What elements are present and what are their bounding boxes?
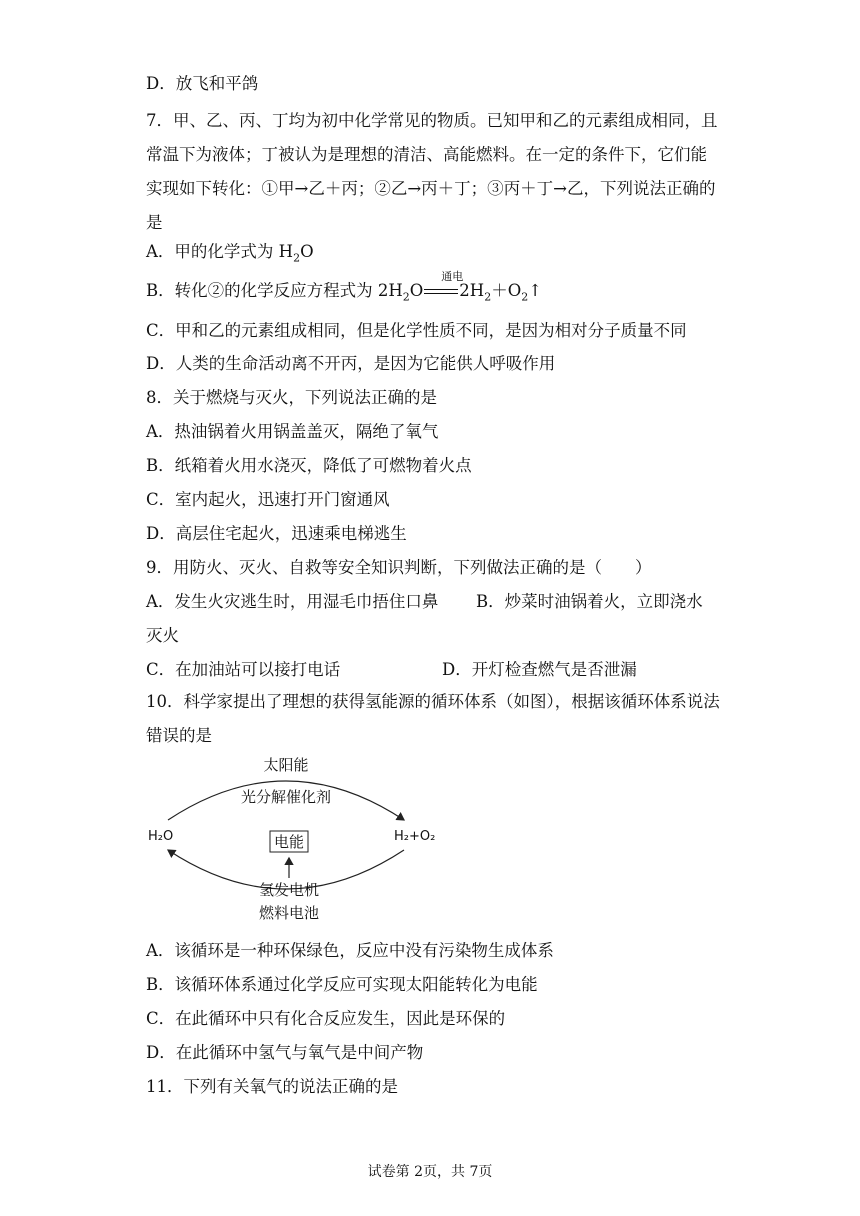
diagram-bottom-label-2: 燃料电池 [258, 904, 320, 922]
q7-option-b-right1: 2H [459, 281, 485, 300]
q8-option-d: D．高层住宅起火，迅速乘电梯逃生 [146, 524, 407, 543]
q8-option-c: C．室内起火，迅速打开门窗通风 [146, 490, 390, 509]
q9-option-d: D．开灯检查燃气是否泄漏 [442, 660, 637, 679]
q7-option-b-sub1: 2 [402, 290, 410, 304]
diagram-top-label-1: 太阳能 [263, 756, 309, 774]
q8-stem: 8．关于燃烧与灭火，下列说法正确的是 [146, 388, 437, 407]
reaction-arrow [423, 270, 464, 302]
q10-option-b: B．该循环体系通过化学反应可实现太阳能转化为电能 [146, 975, 538, 994]
q7-option-a [146, 241, 314, 269]
q7-stem: 7．甲、乙、丙、丁均为初中化学常见的物质。已知甲和乙的元素组成相同，且常温下为液体；丁被认为是理想的清洁、高能燃料。在一定的条件下，它们能实现如下转化：①甲→乙＋丙；②乙→丙＋丁；③丙＋丁→乙，下列说法正确的是 [146, 111, 718, 232]
q10-option-d: D．在此循环中氢气与氧气是中间产物 [146, 1043, 424, 1062]
q7-option-b-right2: ＋O [491, 281, 522, 300]
hydrogen-cycle-diagram [146, 752, 446, 927]
q11-stem: 11．下列有关氧气的说法正确的是 [146, 1077, 398, 1096]
q7-option-b-sub3: 2 [521, 290, 529, 304]
q9-option-b-cont: 灭火 [146, 626, 179, 645]
double-bar-icon [424, 289, 458, 294]
diagram-left-node: H₂O [148, 829, 174, 844]
q7-option-a-prefix: A．甲的化学式为 H [146, 242, 294, 261]
q8-option-b: B．纸箱着火用水浇灭，降低了可燃物着火点 [146, 456, 472, 475]
q9-option-a: A．发生火灾逃生时，用湿毛巾捂住口鼻 [146, 592, 439, 611]
page-footer: 试卷第 2页，共 7页 [367, 1164, 493, 1180]
q10-option-a: A．该循环是一种环保绿色，反应中没有污染物生成体系 [146, 941, 554, 960]
q7-option-d: D．人类的生命活动离不开丙，是因为它能供人呼吸作用 [146, 354, 556, 373]
q6-option-d: D．放飞和平鸽 [146, 74, 259, 93]
q7-option-a-sub: 2 [293, 251, 301, 265]
q7-option-a-suffix: O [300, 242, 314, 261]
q7-option-b-prefix: B．转化②的化学反应方程式为 2H [146, 281, 403, 300]
diagram-center-label: 电能 [273, 833, 305, 851]
q10-stem: 10．科学家提出了理想的获得氢能源的循环体系（如图），根据该循环体系说法错误的是 [146, 692, 720, 745]
q7-option-b-mid: O [409, 281, 424, 300]
diagram-bottom-label-1: 氢发电机 [258, 881, 320, 899]
q9-stem: 9．用防火、灭火、自救等安全知识判断，下列做法正确的是（ ） [146, 558, 652, 577]
diagram-right-node: H₂+O₂ [394, 829, 436, 844]
q7-option-c: C．甲和乙的元素组成相同，但是化学性质不同，是因为相对分子质量不同 [146, 321, 687, 340]
q9-option-b: B．炒菜时油锅着火，立即浇水 [476, 592, 703, 611]
reaction-condition: 通电 [441, 270, 464, 283]
q10-option-c: C．在此循环中只有化合反应发生，因此是环保的 [146, 1009, 506, 1028]
q7-option-b-sub2: 2 [484, 290, 492, 304]
q9-option-c: C．在加油站可以接打电话 [146, 660, 341, 679]
q7-option-b-right3: ↑ [528, 281, 543, 300]
q8-option-a: A．热油锅着火用锅盖盖灭，隔绝了氧气 [146, 422, 439, 441]
q7-option-b [146, 270, 543, 308]
diagram-top-label-2: 光分解催化剂 [240, 788, 332, 806]
